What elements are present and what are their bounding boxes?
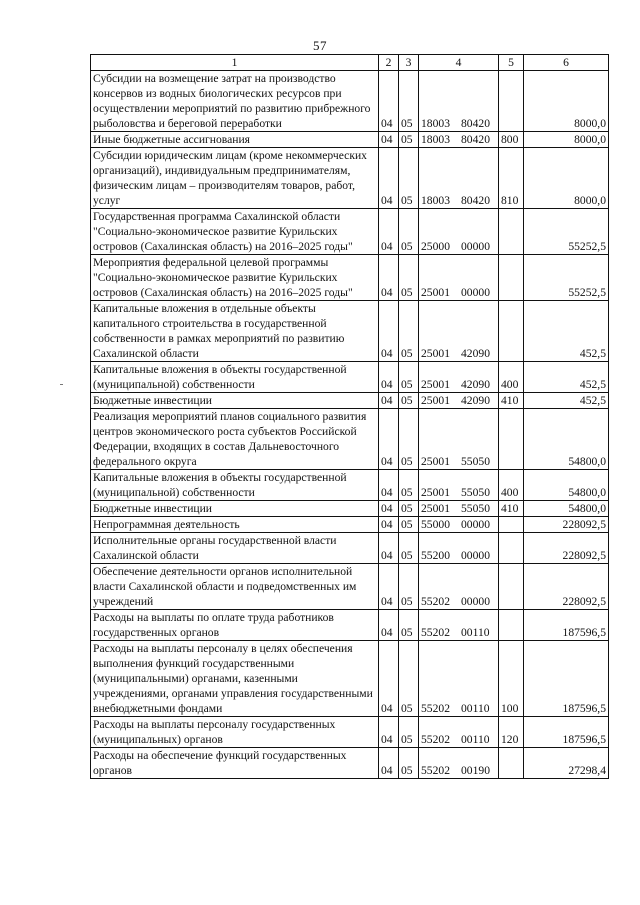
target-article-program: 55202 — [421, 626, 450, 639]
target-article-direction: 55050 — [461, 486, 490, 499]
target-article-program: 18003 — [421, 194, 450, 207]
item-name: Расходы на выплаты персоналу государственных (муниципальных) органов — [91, 717, 379, 748]
amount: 452,5 — [524, 362, 609, 393]
table-row — [91, 409, 609, 470]
section-code: 04 — [379, 71, 399, 132]
subsection-code: 05 — [399, 641, 419, 717]
section-code: 04 — [379, 255, 399, 301]
amount: 8000,0 — [524, 71, 609, 132]
table-row — [91, 533, 609, 564]
expense-type-code: 100 — [499, 641, 524, 717]
expense-type-code — [499, 517, 524, 533]
subsection-code: 05 — [399, 362, 419, 393]
expense-type-code: 410 — [499, 393, 524, 409]
item-name: Бюджетные инвестиции — [91, 501, 379, 517]
item-name: Расходы на выплаты по оплате труда работников государственных органов — [91, 610, 379, 641]
amount: 452,5 — [524, 301, 609, 362]
table-row — [91, 301, 609, 362]
amount: 54800,0 — [524, 470, 609, 501]
subsection-code: 05 — [399, 610, 419, 641]
section-code: 04 — [379, 301, 399, 362]
expense-type-code: 120 — [499, 717, 524, 748]
item-name: Расходы на выплаты персоналу в целях обеспечения выполнения функций государственными (муниципальными) органами, казенными учреждениями, органами управления государственными внебюджетными фондами — [91, 641, 379, 717]
amount: 55252,5 — [524, 209, 609, 255]
target-article-code — [419, 362, 499, 393]
expense-type-code: 800 — [499, 132, 524, 148]
section-code: 04 — [379, 393, 399, 409]
section-code: 04 — [379, 132, 399, 148]
table-row — [91, 148, 609, 209]
target-article-direction: 55050 — [461, 502, 490, 515]
section-code: 04 — [379, 362, 399, 393]
section-code: 04 — [379, 409, 399, 470]
table-row — [91, 610, 609, 641]
target-article-program: 25001 — [421, 378, 450, 391]
target-article-program: 55200 — [421, 549, 450, 562]
target-article-code — [419, 470, 499, 501]
target-article-program: 55202 — [421, 764, 450, 777]
table-row — [91, 501, 609, 517]
target-article-program: 55202 — [421, 702, 450, 715]
target-article-direction: 55050 — [461, 455, 490, 468]
item-name: Исполнительные органы государственной власти Сахалинской области — [91, 533, 379, 564]
target-article-code — [419, 610, 499, 641]
expense-type-code — [499, 409, 524, 470]
amount: 228092,5 — [524, 533, 609, 564]
target-article-code — [419, 501, 499, 517]
item-name: Государственная программа Сахалинской области "Социально-экономическое развитие Курильских островов (Сахалинская область) на 2016–2025 годы" — [91, 209, 379, 255]
target-article-program: 18003 — [421, 133, 450, 146]
amount: 228092,5 — [524, 517, 609, 533]
subsection-code: 05 — [399, 148, 419, 209]
target-article-code — [419, 533, 499, 564]
amount: 8000,0 — [524, 148, 609, 209]
table-row — [91, 255, 609, 301]
column-header: 2 — [379, 55, 399, 71]
section-code: 04 — [379, 641, 399, 717]
margin-mark — [60, 384, 63, 385]
target-article-program: 18003 — [421, 117, 450, 130]
target-article-code — [419, 564, 499, 610]
target-article-program: 25001 — [421, 502, 450, 515]
amount: 452,5 — [524, 393, 609, 409]
target-article-code — [419, 393, 499, 409]
expense-type-code — [499, 209, 524, 255]
subsection-code: 05 — [399, 393, 419, 409]
amount: 54800,0 — [524, 409, 609, 470]
target-article-program: 55202 — [421, 733, 450, 746]
target-article-direction: 00190 — [461, 764, 490, 777]
table-row — [91, 132, 609, 148]
section-code: 04 — [379, 748, 399, 779]
item-name: Бюджетные инвестиции — [91, 393, 379, 409]
table-header-row — [91, 55, 609, 71]
amount: 55252,5 — [524, 255, 609, 301]
target-article-direction: 42090 — [461, 378, 490, 391]
item-name: Непрограммная деятельность — [91, 517, 379, 533]
expense-type-code: 810 — [499, 148, 524, 209]
item-name: Иные бюджетные ассигнования — [91, 132, 379, 148]
target-article-direction: 00110 — [461, 702, 490, 715]
section-code: 04 — [379, 209, 399, 255]
target-article-program: 55000 — [421, 518, 450, 531]
target-article-code — [419, 641, 499, 717]
amount: 27298,4 — [524, 748, 609, 779]
expense-type-code — [499, 748, 524, 779]
expense-type-code — [499, 301, 524, 362]
column-header: 5 — [499, 55, 524, 71]
subsection-code: 05 — [399, 748, 419, 779]
table-row — [91, 71, 609, 132]
expense-type-code: 400 — [499, 470, 524, 501]
item-name: Реализация мероприятий планов социального развития центров экономического роста субъектов Российской Федерации, входящих в состав Дальневосточного федерального округа — [91, 409, 379, 470]
column-header: 4 — [419, 55, 499, 71]
item-name: Субсидии юридическим лицам (кроме некоммерческих организаций), индивидуальным предпринимателям, физическим лицам – производителям товаров, работ, услуг — [91, 148, 379, 209]
item-name: Мероприятия федеральной целевой программы "Социально-экономическое развитие Курильских островов (Сахалинская область) на 2016–2025 годы" — [91, 255, 379, 301]
subsection-code: 05 — [399, 564, 419, 610]
section-code: 04 — [379, 501, 399, 517]
table-row — [91, 209, 609, 255]
amount: 187596,5 — [524, 610, 609, 641]
item-name: Капитальные вложения в объекты государственной (муниципальной) собственности — [91, 362, 379, 393]
target-article-program: 25001 — [421, 286, 450, 299]
target-article-program: 25001 — [421, 347, 450, 360]
target-article-direction: 00000 — [461, 240, 490, 253]
amount: 8000,0 — [524, 132, 609, 148]
target-article-code — [419, 748, 499, 779]
table-row — [91, 470, 609, 501]
target-article-code — [419, 409, 499, 470]
target-article-code — [419, 71, 499, 132]
target-article-code — [419, 148, 499, 209]
amount: 228092,5 — [524, 564, 609, 610]
expense-type-code — [499, 564, 524, 610]
target-article-direction: 00000 — [461, 286, 490, 299]
subsection-code: 05 — [399, 501, 419, 517]
target-article-direction: 00110 — [461, 733, 490, 746]
budget-table — [90, 54, 609, 779]
section-code: 04 — [379, 517, 399, 533]
section-code: 04 — [379, 533, 399, 564]
subsection-code: 05 — [399, 71, 419, 132]
target-article-code — [419, 301, 499, 362]
item-name: Обеспечение деятельности органов исполнительной власти Сахалинской области и подведомственных им учреждений — [91, 564, 379, 610]
subsection-code: 05 — [399, 533, 419, 564]
target-article-code — [419, 209, 499, 255]
expense-type-code — [499, 533, 524, 564]
section-code: 04 — [379, 148, 399, 209]
expense-type-code — [499, 255, 524, 301]
target-article-direction: 80420 — [461, 117, 490, 130]
table-row — [91, 362, 609, 393]
section-code: 04 — [379, 717, 399, 748]
page-number: 57 — [313, 38, 327, 53]
target-article-program: 55202 — [421, 595, 450, 608]
target-article-direction: 00000 — [461, 549, 490, 562]
column-header: 1 — [91, 55, 379, 71]
subsection-code: 05 — [399, 717, 419, 748]
subsection-code: 05 — [399, 132, 419, 148]
target-article-direction: 42090 — [461, 394, 490, 407]
table-row — [91, 564, 609, 610]
subsection-code: 05 — [399, 209, 419, 255]
table-row — [91, 517, 609, 533]
amount: 187596,5 — [524, 641, 609, 717]
section-code: 04 — [379, 564, 399, 610]
subsection-code: 05 — [399, 409, 419, 470]
table-row — [91, 641, 609, 717]
expense-type-code — [499, 71, 524, 132]
expense-type-code: 410 — [499, 501, 524, 517]
target-article-code — [419, 717, 499, 748]
section-code: 04 — [379, 470, 399, 501]
item-name: Субсидии на возмещение затрат на производство консервов из водных биологических ресурсов при осуществлении мероприятий по развитию прибрежного рыболовства и береговой переработки — [91, 71, 379, 132]
target-article-direction: 42090 — [461, 347, 490, 360]
expense-type-code: 400 — [499, 362, 524, 393]
column-header: 6 — [524, 55, 609, 71]
target-article-program: 25001 — [421, 394, 450, 407]
target-article-code — [419, 255, 499, 301]
section-code: 04 — [379, 610, 399, 641]
target-article-direction: 00110 — [461, 626, 490, 639]
target-article-program: 25000 — [421, 240, 450, 253]
target-article-code — [419, 132, 499, 148]
amount: 187596,5 — [524, 717, 609, 748]
table-row — [91, 748, 609, 779]
item-name: Капитальные вложения в объекты государственной (муниципальной) собственности — [91, 470, 379, 501]
subsection-code: 05 — [399, 517, 419, 533]
target-article-direction: 80420 — [461, 194, 490, 207]
amount: 54800,0 — [524, 501, 609, 517]
item-name: Расходы на обеспечение функций государственных органов — [91, 748, 379, 779]
target-article-direction: 00000 — [461, 518, 490, 531]
subsection-code: 05 — [399, 470, 419, 501]
expense-type-code — [499, 610, 524, 641]
target-article-direction: 80420 — [461, 133, 490, 146]
table-row — [91, 717, 609, 748]
target-article-program: 25001 — [421, 486, 450, 499]
subsection-code: 05 — [399, 301, 419, 362]
item-name: Капитальные вложения в отдельные объекты капитального строительства в государственной собственности в рамках мероприятий по развитию Сахалинской области — [91, 301, 379, 362]
target-article-code — [419, 517, 499, 533]
subsection-code: 05 — [399, 255, 419, 301]
column-header: 3 — [399, 55, 419, 71]
table-row — [91, 393, 609, 409]
target-article-program: 25001 — [421, 455, 450, 468]
target-article-direction: 00000 — [461, 595, 490, 608]
